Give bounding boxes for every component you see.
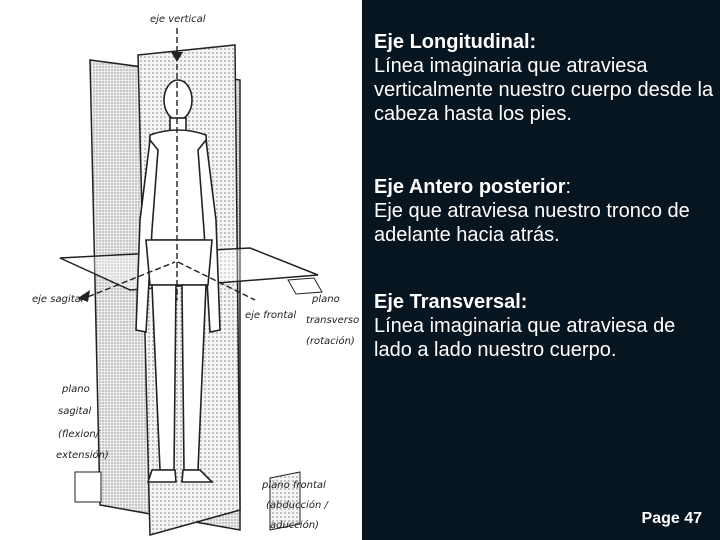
- definitions-panel: [366, 0, 720, 540]
- sagittal-plane-icon: [75, 472, 101, 502]
- label-plano-transverso-2: transverso: [306, 315, 360, 326]
- definition-body: Eje que atraviesa nuestro tronco de adelante hacia atrás.: [374, 200, 690, 246]
- definition-title: [374, 175, 714, 199]
- definition-antero-posterior: [374, 175, 714, 247]
- definition-body: Línea imaginaria que atraviesa verticalmente nuestro cuerpo desde la cabeza hasta los pies.: [374, 55, 714, 125]
- definition-title: Eje Longitudinal:: [374, 31, 537, 53]
- label-plano-frontal-1: plano frontal: [262, 480, 326, 491]
- label-plano-transverso-1: plano: [312, 294, 340, 305]
- definition-title: Eje Transversal:: [374, 291, 528, 313]
- label-plano-sagital-4: extensión): [56, 450, 109, 461]
- definition-title-suffix: :: [565, 176, 572, 198]
- label-plano-transverso-3: (rotación): [306, 336, 355, 347]
- label-eje-sagital: eje sagital: [32, 294, 84, 305]
- label-eje-frontal: eje frontal: [245, 310, 297, 321]
- definition-longitudinal: [374, 30, 714, 126]
- definition-transversal: [374, 290, 714, 362]
- label-plano-frontal-3: aducción): [270, 520, 319, 531]
- label-plano-sagital-1: plano: [62, 384, 90, 395]
- label-plano-sagital-2: sagital: [58, 406, 92, 417]
- label-plano-frontal-2: (abducción /: [266, 500, 328, 511]
- label-eje-vertical: eje vertical: [150, 14, 206, 25]
- definition-body: Línea imaginaria que atraviesa de lado a lado nuestro cuerpo.: [374, 315, 676, 361]
- definition-title-text: Eje Antero posterior: [374, 176, 566, 198]
- page-number: Page 47: [641, 510, 702, 527]
- transverse-plane-icon: [288, 278, 322, 294]
- label-plano-sagital-3: (flexion/: [58, 429, 100, 440]
